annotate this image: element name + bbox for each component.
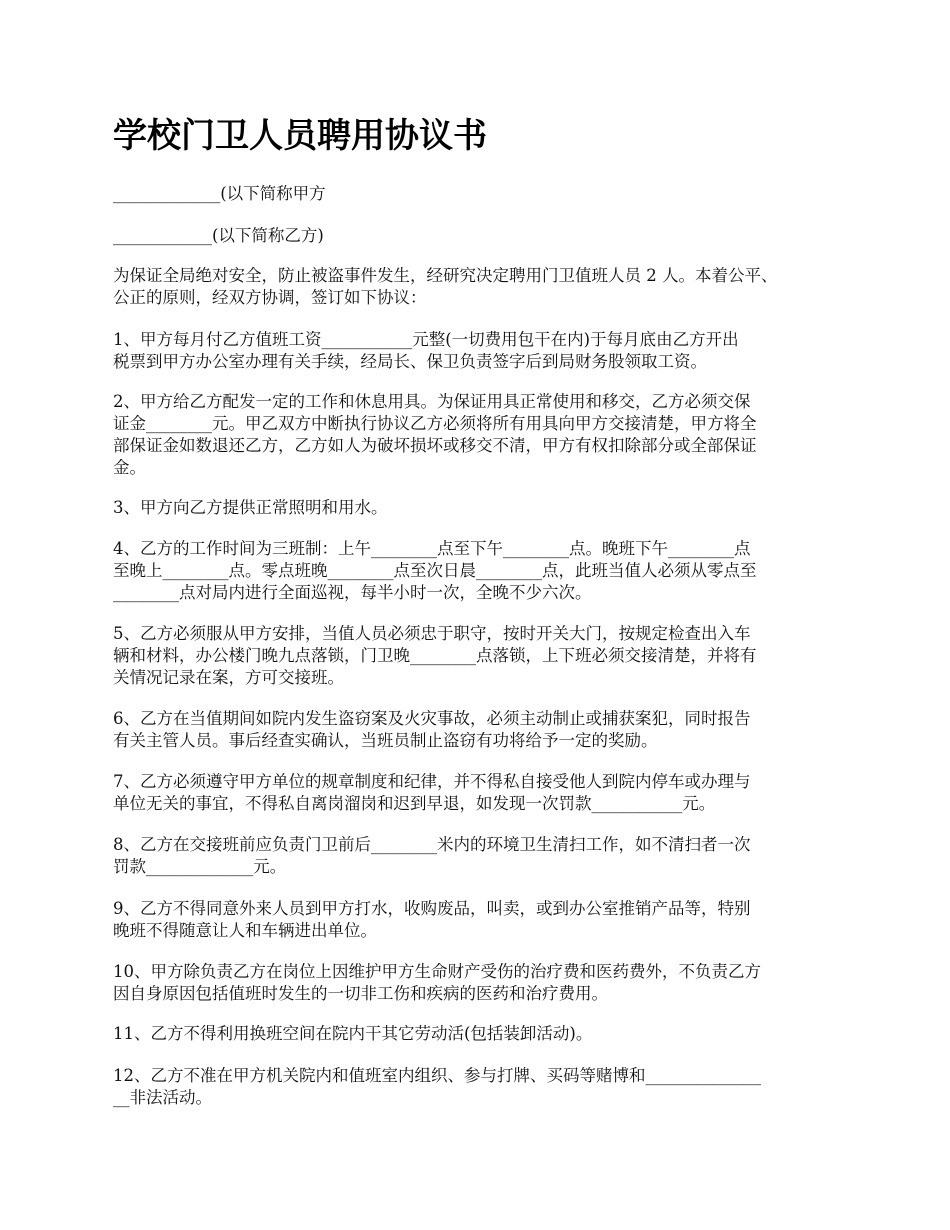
text-line: 6、乙方在当值期间如院内发生盗窃案及火灾事故，必须主动制止或捕获案犯，同时报告 — [113, 709, 751, 728]
text-line: 辆和材料，办公楼门晚九点落锁，门卫晚________点落锁，上下班必须交接清楚，并将有 — [113, 646, 757, 665]
text-line: 2、甲方给乙方配发一定的工作和休息用具。为保证用具正常使用和移交，乙方必须交保 — [113, 392, 751, 411]
clause-6 — [113, 708, 853, 752]
party-b-line — [113, 225, 853, 247]
party-a-line — [113, 183, 853, 205]
text-line: 10、甲方除负责乙方在岗位上因维护甲方生命财产受伤的治疗费和医药费外，不负责乙方 — [113, 962, 761, 981]
text-line: 8、乙方在交接班前应负责门卫前后________米内的环境卫生清扫工作，如不清扫者一次 — [113, 835, 751, 854]
text-line: ________点对局内进行全面巡视，每半小时一次，全晚不少六次。 — [113, 583, 592, 602]
clause-3 — [113, 497, 853, 519]
text-line: 7、乙方必须遵守甲方单位的规章制度和纪律，并不得私自接受他人到院内停车或办理与 — [113, 772, 751, 791]
text-line: 1、甲方每月付乙方值班工资___________元整(一切费用包干在内)于每月底由乙方开出 — [113, 330, 739, 349]
clause-10 — [113, 961, 853, 1005]
document-title: 学校门卫人员聘用协议书 — [113, 116, 487, 156]
clause-1 — [113, 329, 853, 373]
text-line: 证金________元。甲乙双方中断执行协议乙方必须将所有用具向甲方交接清楚，甲方将全 — [113, 414, 757, 433]
text-line: 4、乙方的工作时间为三班制：上午________点至下午________点。晚班下午________点 — [113, 539, 751, 558]
text-line: 3、甲方向乙方提供正常照明和用水。 — [113, 498, 388, 517]
text-line: 金。 — [113, 458, 146, 477]
text-line: 9、乙方不得同意外来人员到甲方打水，收购废品，叫卖，或到办公室推销产品等，特别 — [113, 899, 751, 918]
text-line: 有关主管人员。事后经查实确认，当班员制止盗窃有功将给予一定的奖励。 — [113, 731, 658, 750]
text-line: 11、乙方不得利用换班空间在院内干其它劳动活(包括装卸活动)。 — [113, 1024, 593, 1043]
clause-11 — [113, 1023, 853, 1045]
text-line: 罚款_____________元。 — [113, 857, 287, 876]
clause-2 — [113, 391, 853, 479]
clause-4 — [113, 538, 853, 604]
text-line: 部保证金如数退还乙方，乙方如人为破坏损坏或移交不清，甲方有权扣除部分或全部保证 — [113, 436, 757, 455]
clause-9 — [113, 898, 853, 942]
text-line: 单位无关的事宜，不得私自离岗溜岗和迟到早退，如发现一次罚款___________元。 — [113, 794, 716, 813]
text-line: 税票到甲方办公室办理有关手续，经局长、保卫负责签字后到局财务股领取工资。 — [113, 352, 707, 371]
clause-8 — [113, 834, 853, 878]
text-line: _____________(以下简称甲方 — [113, 184, 326, 203]
text-line: ____________(以下简称乙方) — [113, 226, 324, 245]
text-line: __非法活动。 — [113, 1088, 212, 1107]
text-line: 晚班不得随意让人和车辆进出单位。 — [113, 921, 377, 940]
text-line: 12、乙方不准在甲方机关院内和值班室内组织、参与打牌、买码等赌博和______________ — [113, 1066, 761, 1085]
text-line: 5、乙方必须服从甲方安排，当值人员必须忠于职守，按时开关大门，按规定检查出入车 — [113, 624, 751, 643]
clause-5 — [113, 623, 853, 689]
clause-12 — [113, 1065, 853, 1109]
text-line: 关情况记录在案，方可交接班。 — [113, 668, 344, 687]
text-line: 因自身原因包括值班时发生的一切非工伤和疾病的医药和治疗费用。 — [113, 984, 608, 1003]
text-line: 公正的原则，经双方协调，签订如下协议： — [113, 288, 427, 307]
text-line: 至晚上________点。零点班晚________点至次日晨________点，此班当值人必须从零点至 — [113, 561, 757, 580]
clause-7 — [113, 771, 853, 815]
text-line: 为保证全局绝对安全，防止被盗事件发生，经研究决定聘用门卫值班人员 2 人。本着公平、 — [113, 266, 778, 285]
preamble-paragraph — [113, 265, 853, 309]
